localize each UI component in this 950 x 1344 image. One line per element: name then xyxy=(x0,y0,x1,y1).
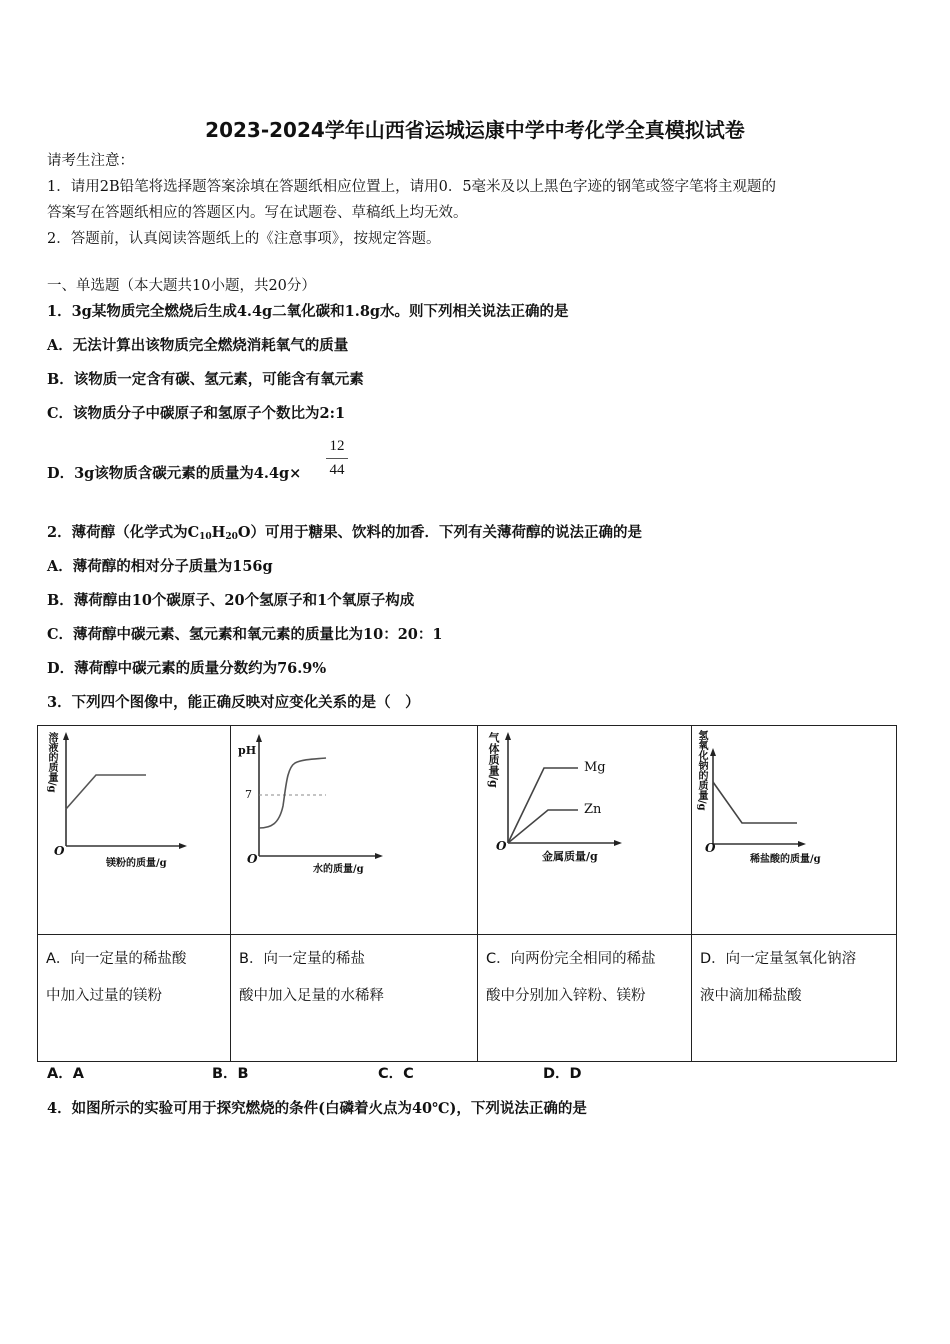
section-heading: 一、单选题（本大题共10小题，共20分） xyxy=(47,278,316,294)
arrow-icon xyxy=(614,840,622,846)
notice-heading: 请考生注意： xyxy=(47,153,134,169)
graph-d xyxy=(692,726,897,935)
origin-label: O xyxy=(247,852,258,866)
subscript: 10 xyxy=(199,532,212,542)
q3-answer-a: A．A xyxy=(47,1066,84,1082)
graph-c xyxy=(478,726,692,935)
subscript: 20 xyxy=(225,532,238,542)
x-axis-label: 水的质量/g xyxy=(313,864,364,875)
page-title: 2023-2024学年山西省运城运康中学中考化学全真模拟试卷 xyxy=(205,118,745,142)
q1-option-a: A．无法计算出该物质完全燃烧消耗氧气的质量 xyxy=(47,337,349,354)
graph-c-plot xyxy=(478,726,691,934)
q1-fraction xyxy=(326,438,348,479)
origin-label: O xyxy=(496,839,507,853)
q1-option-b: B．该物质一定含有碳、氢元素，可能含有氧元素 xyxy=(47,371,364,388)
origin-label: O xyxy=(705,841,716,855)
x-axis-label: 金属质量/g xyxy=(542,850,598,863)
q1-option-d: D．3g该物质含碳元素的质量为4.4g× xyxy=(47,465,302,482)
ph-curve xyxy=(259,758,326,828)
arrow-icon xyxy=(710,748,716,756)
q3-stem: 3．下列四个图像中，能正确反映对应变化关系的是（ ） xyxy=(47,694,420,711)
data-line xyxy=(66,775,146,809)
q4-stem: 4．如图所示的实验可用于探究燃烧的条件(白磷着火点为40℃)，下列说法正确的是 xyxy=(47,1100,587,1117)
y-axis-label: 溶液的质量/g xyxy=(46,732,57,793)
q2-option-b: B．薄荷醇由10个碳原子、20个氢原子和1个氧原子构成 xyxy=(47,592,415,609)
stem-text: 2．薄荷醇（化学式为C xyxy=(47,524,200,541)
q1-stem: 1．3g某物质完全燃烧后生成4.4g二氧化碳和1.8g水。则下列相关说法正确的是 xyxy=(47,303,569,320)
mg-label: Mg xyxy=(584,760,606,775)
caption-line: 液中滴加稀盐酸 xyxy=(700,988,802,1004)
caption-line: 中加入过量的镁粉 xyxy=(46,988,162,1004)
arrow-icon xyxy=(375,853,383,859)
graph-a-plot xyxy=(38,726,230,934)
x-axis-label: 稀盐酸的质量/g xyxy=(750,854,821,865)
caption-d xyxy=(692,935,897,1062)
graph-b xyxy=(231,726,478,935)
graph-a xyxy=(38,726,231,935)
fraction-denominator: 44 xyxy=(329,462,345,478)
mg-line xyxy=(508,768,578,843)
x-axis-label: 镁粉的质量/g xyxy=(106,858,167,869)
caption-line: D．向一定量氢氧化钠溶 xyxy=(700,951,857,967)
caption-line: A．向一定量的稀盐酸 xyxy=(46,951,187,967)
stem-text: H xyxy=(211,524,226,541)
y-axis-label: pH xyxy=(238,744,257,757)
q3-graph-table xyxy=(37,725,897,1062)
y-axis-label: 氢氧化钠的质量/g xyxy=(696,730,707,811)
data-line xyxy=(713,782,797,823)
q1-option-c: C．该物质分子中碳原子和氢原子个数比为2:1 xyxy=(47,405,346,422)
arrow-icon xyxy=(63,732,69,740)
caption-line: 酸中分别加入锌粉、镁粉 xyxy=(486,988,646,1004)
caption-b xyxy=(231,935,478,1062)
graph-d-plot xyxy=(692,726,896,934)
y-axis-label: 气体质量/g xyxy=(487,732,500,788)
caption-line: B．向一定量的稀盐 xyxy=(239,951,365,967)
q2-option-c: C．薄荷醇中碳元素、氢元素和氧元素的质量比为10：20：1 xyxy=(47,626,443,643)
caption-line: 酸中加入足量的水稀释 xyxy=(239,988,384,1004)
ph-7-label: 7 xyxy=(245,788,252,801)
q2-option-a: A．薄荷醇的相对分子质量为156g xyxy=(47,558,273,575)
graph-b-plot xyxy=(231,726,477,934)
caption-c xyxy=(478,935,692,1062)
notice-item: 答案写在答题纸相应的答题区内。写在试题卷、草稿纸上均无效。 xyxy=(47,205,468,221)
q3-answer-b: B．B xyxy=(212,1066,249,1082)
q2-stem xyxy=(47,524,642,546)
arrow-icon xyxy=(256,734,262,742)
arrow-icon xyxy=(798,841,806,847)
fraction-numerator: 12 xyxy=(326,438,348,459)
arrow-icon xyxy=(505,732,511,740)
notice-item: 2．答题前，认真阅读答题纸上的《注意事项》，按规定答题。 xyxy=(47,231,441,247)
zn-line xyxy=(508,810,578,843)
q2-option-d: D．薄荷醇中碳元素的质量分数约为76.9% xyxy=(47,660,327,677)
arrow-icon xyxy=(179,843,187,849)
zn-label: Zn xyxy=(584,802,602,817)
q3-answer-c: C．C xyxy=(378,1066,414,1082)
stem-text: O）可用于糖果、饮料的加香．下列有关薄荷醇的说法正确的是 xyxy=(237,524,643,541)
notice-item: 1．请用2B铅笔将选择题答案涂填在答题纸相应位置上，请用0．5毫米及以上黑色字迹的钢笔或签字笔将主观题的 xyxy=(47,179,777,195)
q3-answer-d: D．D xyxy=(543,1066,582,1082)
origin-label: O xyxy=(54,844,65,858)
caption-line: C．向两份完全相同的稀盐 xyxy=(486,951,656,967)
caption-a xyxy=(38,935,231,1062)
